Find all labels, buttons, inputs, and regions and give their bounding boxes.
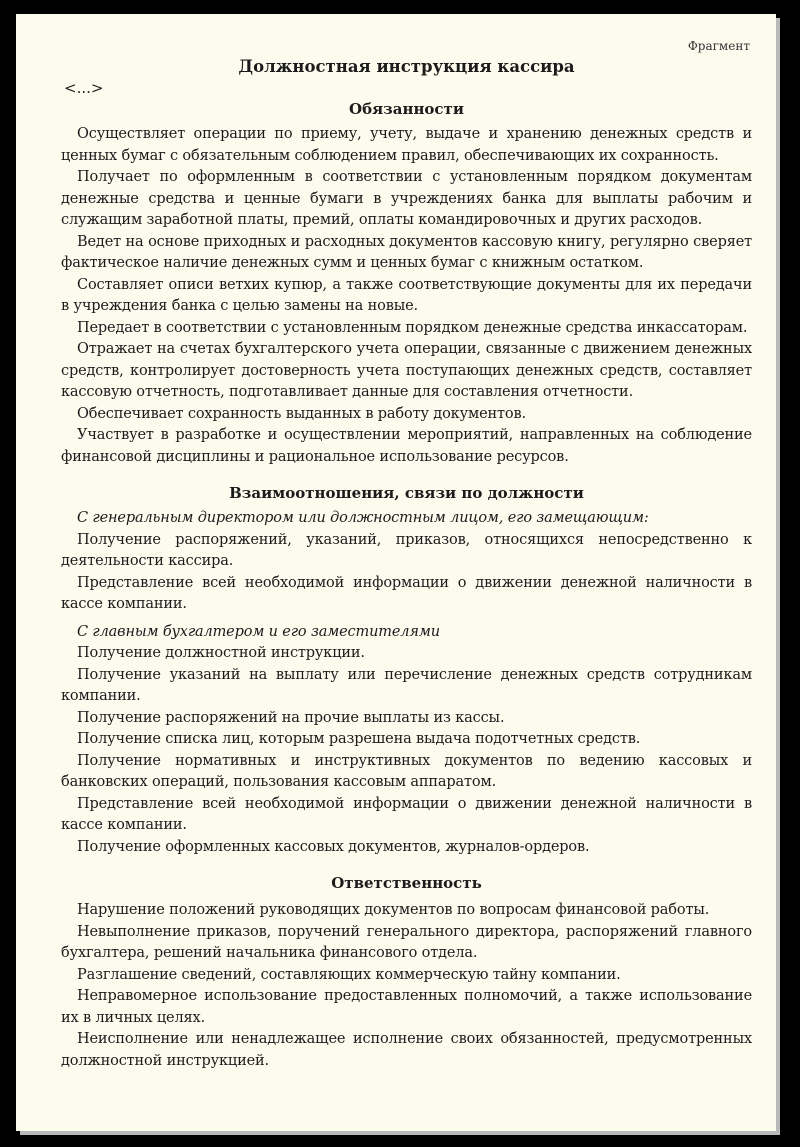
duty-paragraph: Осуществляет операции по приему, учету, выдаче и хранению денежных средств и ценных бумаг с обязательным соблюдением правил, обеспечивающих их сохранность.: [61, 126, 752, 164]
responsibility-paragraph: Невыполнение приказов, поручений генерального директора, распоряжений главного бухгалтера, решений начальника финансового отдела.: [61, 923, 752, 961]
duty-paragraph: Отражает на счетах бухгалтерского учета операции, связанные с движением денежных средств, контролирует достоверность учета поступающих денежных средств, составляет кассовую отчетность, подготавливает данные для составления отчетности.: [61, 341, 752, 400]
relation-paragraph: Получение оформленных кассовых документов, журналов-ордеров.: [77, 838, 590, 855]
responsibility-paragraph: Разглашение сведений, составляющих коммерческую тайну компании.: [77, 966, 621, 983]
omission-marker: <...>: [64, 79, 104, 97]
responsibility-paragraph: Нарушение положений руководящих документов по вопросам финансовой работы.: [77, 902, 710, 918]
duty-paragraph: Составляет описи ветхих купюр, а также соответствующие документы для их передачи в учреждения банка с целью замены на новые.: [61, 276, 752, 314]
section-responsibility: [61, 872, 752, 1072]
section-title-duties: Обязанности: [349, 100, 464, 118]
responsibility-paragraph: Неисполнение или ненадлежащее исполнение своих обязанностей, предусмотренных должностной инструкцией.: [61, 1031, 752, 1069]
relation-paragraph: Представление всей необходимой информации о движении денежной наличности в кассе компании.: [61, 574, 752, 612]
relation-paragraph: Получение распоряжений на прочие выплаты из кассы.: [77, 709, 505, 726]
section-title-responsibility: Ответственность: [331, 874, 482, 892]
relation-paragraph: Получение списка лиц, которым разрешена выдача подотчетных средств.: [77, 731, 641, 747]
section-title-relations: Взаимоотношения, связи по должности: [229, 484, 584, 502]
relation-paragraph: Получение нормативных и инструктивных документов по ведению кассовых и банковских операций, пользования кассовым аппаратом.: [61, 752, 752, 790]
fragment-label: Фрагмент: [687, 39, 750, 53]
duty-paragraph: Получает по оформленным в соответствии с установленным порядком документам денежные средства и ценные бумаги в учреждениях банка для выплаты рабочим и служащим заработной платы, премий, оплаты командировочных и других расходов.: [61, 169, 752, 228]
document-page: [16, 14, 776, 1131]
duty-paragraph: Передает в соответствии с установленным порядком денежные средства инкассаторам.: [77, 319, 748, 336]
duty-paragraph: Ведет на основе приходных и расходных документов кассовую книгу, регулярно сверяет фактическое наличие денежных сумм и ценных бумаг с книжным остатком.: [61, 233, 752, 271]
subgroup-heading-director: С генеральным директором или должностным лицом, его замещающим:: [77, 510, 649, 526]
section-duties: [61, 98, 752, 468]
section-relations: [61, 482, 752, 858]
responsibility-paragraph: Неправомерное использование предоставленных полномочий, а также использование их в личных целях.: [61, 988, 752, 1026]
relation-paragraph: Представление всей необходимой информации о движении денежной наличности в кассе компании.: [61, 795, 752, 833]
document-title: Должностная инструкция кассира: [238, 57, 575, 76]
relation-paragraph: Получение указаний на выплату или перечисление денежных средств сотрудникам компании.: [61, 666, 752, 704]
duty-paragraph: Участвует в разработке и осуществлении мероприятий, направленных на соблюдение финансовой дисциплины и рациональное использование ресурсов.: [61, 427, 752, 465]
duty-paragraph: Обеспечивает сохранность выданных в работу документов.: [77, 405, 526, 422]
relation-paragraph: Получение должностной инструкции.: [77, 645, 365, 661]
subgroup-heading-chief-accountant: С главным бухгалтером и его заместителями: [77, 623, 440, 640]
relation-paragraph: Получение распоряжений, указаний, приказов, относящихся непосредственно к деятельности кассира.: [61, 531, 752, 569]
